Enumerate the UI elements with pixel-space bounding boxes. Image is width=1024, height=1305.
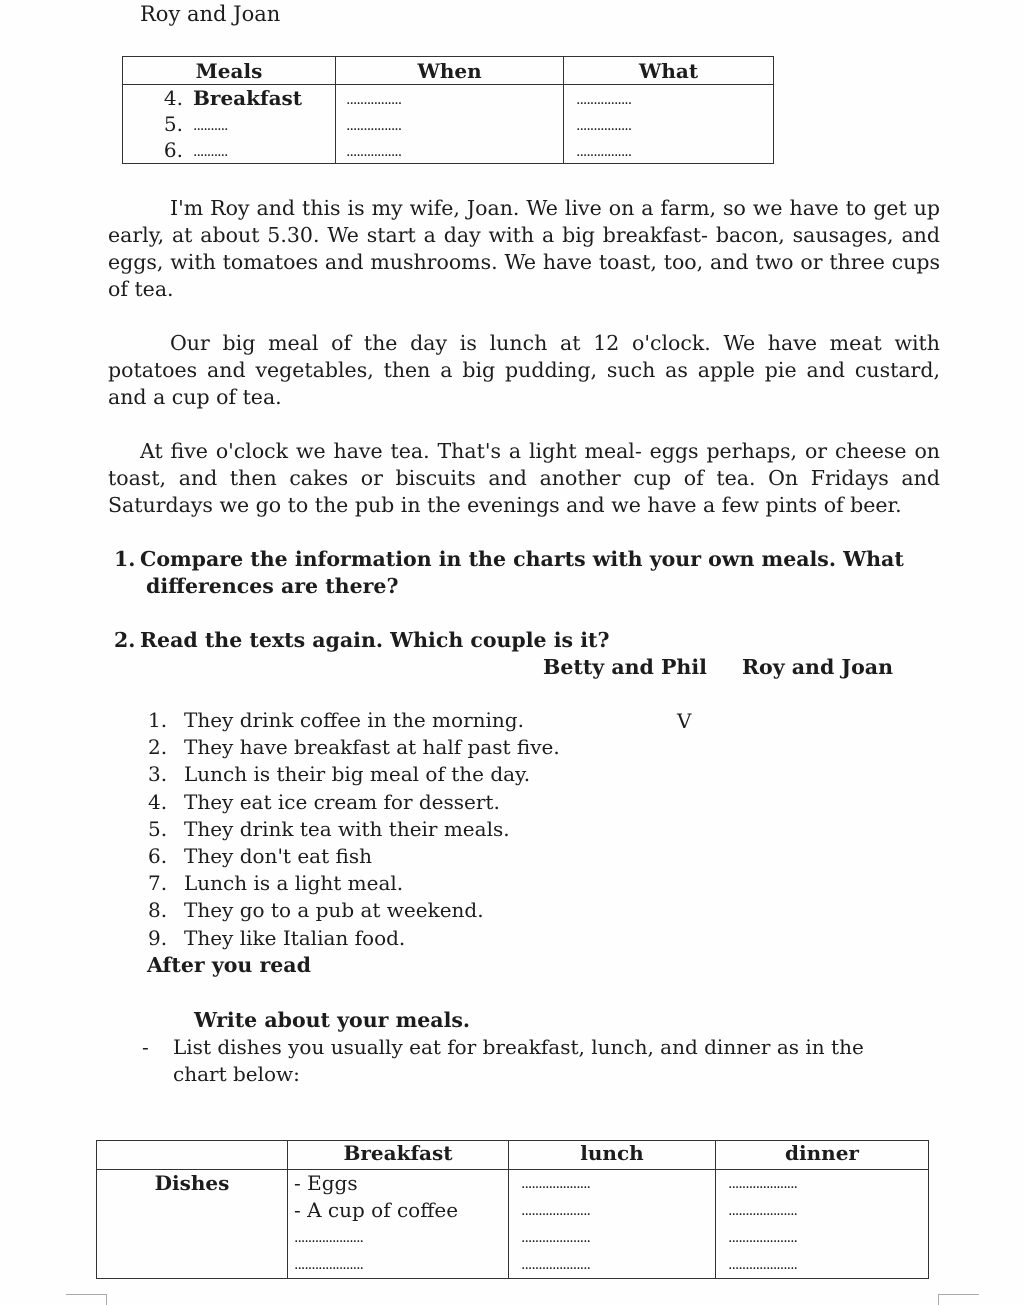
after-you-read-heading: After you read	[147, 953, 311, 977]
breakfast-entry: - Eggs	[294, 1171, 358, 1195]
tick-mark: V	[677, 709, 692, 733]
dinner-blank[interactable]: ....................	[728, 1203, 798, 1219]
list-item: 9. They like Italian food.	[148, 925, 406, 950]
list-item: 1. They drink coffee in the morning.	[148, 708, 524, 732]
page-title: Roy and Joan	[140, 2, 281, 26]
list-item: 2. They have breakfast at half past five.	[148, 735, 560, 760]
lunch-header: lunch	[509, 1141, 716, 1170]
column-roy-and-joan: Roy and Joan	[742, 655, 893, 679]
when-blank[interactable]: ................	[346, 91, 402, 108]
when-blank[interactable]: ................	[346, 143, 402, 160]
page-corner-mark	[66, 1294, 107, 1305]
breakfast-header: Breakfast	[288, 1141, 509, 1170]
page-corner-mark	[938, 1294, 979, 1305]
breakfast-cell	[288, 1170, 509, 1279]
table-row	[123, 137, 774, 164]
write-heading: Write about your meals.	[194, 1008, 471, 1032]
dinner-blank[interactable]: ....................	[728, 1230, 798, 1246]
table-row	[123, 111, 774, 137]
when-blank[interactable]: ................	[346, 117, 402, 134]
when-header: When	[336, 57, 564, 85]
question-2-number: 2.	[114, 628, 136, 652]
what-blank[interactable]: ................	[576, 117, 632, 134]
meal-blank[interactable]: ..........	[193, 117, 228, 134]
dishes-label: Dishes	[97, 1170, 288, 1279]
list-item: 8. They go to a pub at weekend.	[148, 898, 484, 923]
list-item: 7. Lunch is a light meal.	[148, 871, 404, 896]
dishes-table	[96, 1140, 929, 1279]
dinner-header: dinner	[716, 1141, 929, 1170]
column-betty-and-phil: Betty and Phil	[543, 655, 707, 679]
row-number: 6.	[163, 138, 183, 162]
meal-name: Breakfast	[193, 86, 303, 110]
paragraph-lunch: Our big meal of the day is lunch at 12 o'clock. We have meat with potatoes and vegetables, then a big pudding, such as apple pie and custard, and a cup of tea.	[108, 331, 940, 409]
meals-header: Meals	[123, 57, 336, 85]
what-header: What	[564, 57, 774, 85]
breakfast-blank[interactable]: ....................	[294, 1257, 364, 1273]
bullet-dash: -	[142, 1035, 149, 1059]
lunch-cell	[509, 1170, 716, 1279]
list-item: 6. They don't eat fish	[148, 844, 372, 869]
row-number: 5.	[163, 112, 183, 136]
breakfast-blank[interactable]: ....................	[294, 1230, 364, 1246]
lunch-blank[interactable]: ....................	[521, 1203, 591, 1219]
row-number: 4.	[163, 86, 183, 110]
meal-blank[interactable]: ..........	[193, 143, 228, 160]
question-1-line1: Compare the information in the charts with your own meals. What	[140, 547, 904, 571]
what-blank[interactable]: ................	[576, 91, 632, 108]
dinner-cell	[716, 1170, 929, 1279]
dinner-blank[interactable]: ....................	[728, 1176, 798, 1192]
paragraph-roy-intro: I'm Roy and this is my wife, Joan. We live on a farm, so we have to get up early, at about 5.30. We start a day with a big breakfast- bacon, sausages, and eggs, with tomatoes and mushrooms. We have toast, too, and two or three cups of tea.	[108, 196, 940, 301]
list-item: 4. They eat ice cream for dessert.	[148, 789, 500, 814]
list-item: 3. Lunch is their big meal of the day.	[148, 762, 531, 787]
statement-list	[148, 707, 560, 952]
paragraph-tea: At five o'clock we have tea. That's a light meal- eggs perhaps, or cheese on toast, and then cakes or biscuits and another cup of tea. On Fridays and Saturdays we go to the pub in the evenings and we have a few pints of beer.	[108, 439, 940, 517]
empty-header	[97, 1141, 288, 1170]
question-1-number: 1.	[114, 547, 136, 571]
lunch-blank[interactable]: ....................	[521, 1257, 591, 1273]
what-blank[interactable]: ................	[576, 143, 632, 160]
instruction-line1: List dishes you usually eat for breakfast, lunch, and dinner as in the	[173, 1035, 864, 1059]
question-1-line2: differences are there?	[146, 574, 399, 598]
instruction-line2: chart below:	[173, 1062, 300, 1086]
table-row	[97, 1170, 929, 1279]
dinner-blank[interactable]: ....................	[728, 1257, 798, 1273]
breakfast-entry: - A cup of coffee	[294, 1198, 459, 1222]
list-item: 5. They drink tea with their meals.	[148, 816, 510, 841]
lunch-blank[interactable]: ....................	[521, 1176, 591, 1192]
lunch-blank[interactable]: ....................	[521, 1230, 591, 1246]
question-2-text: Read the texts again. Which couple is it?	[140, 628, 610, 652]
table-row	[123, 85, 774, 112]
meals-table	[122, 56, 774, 164]
